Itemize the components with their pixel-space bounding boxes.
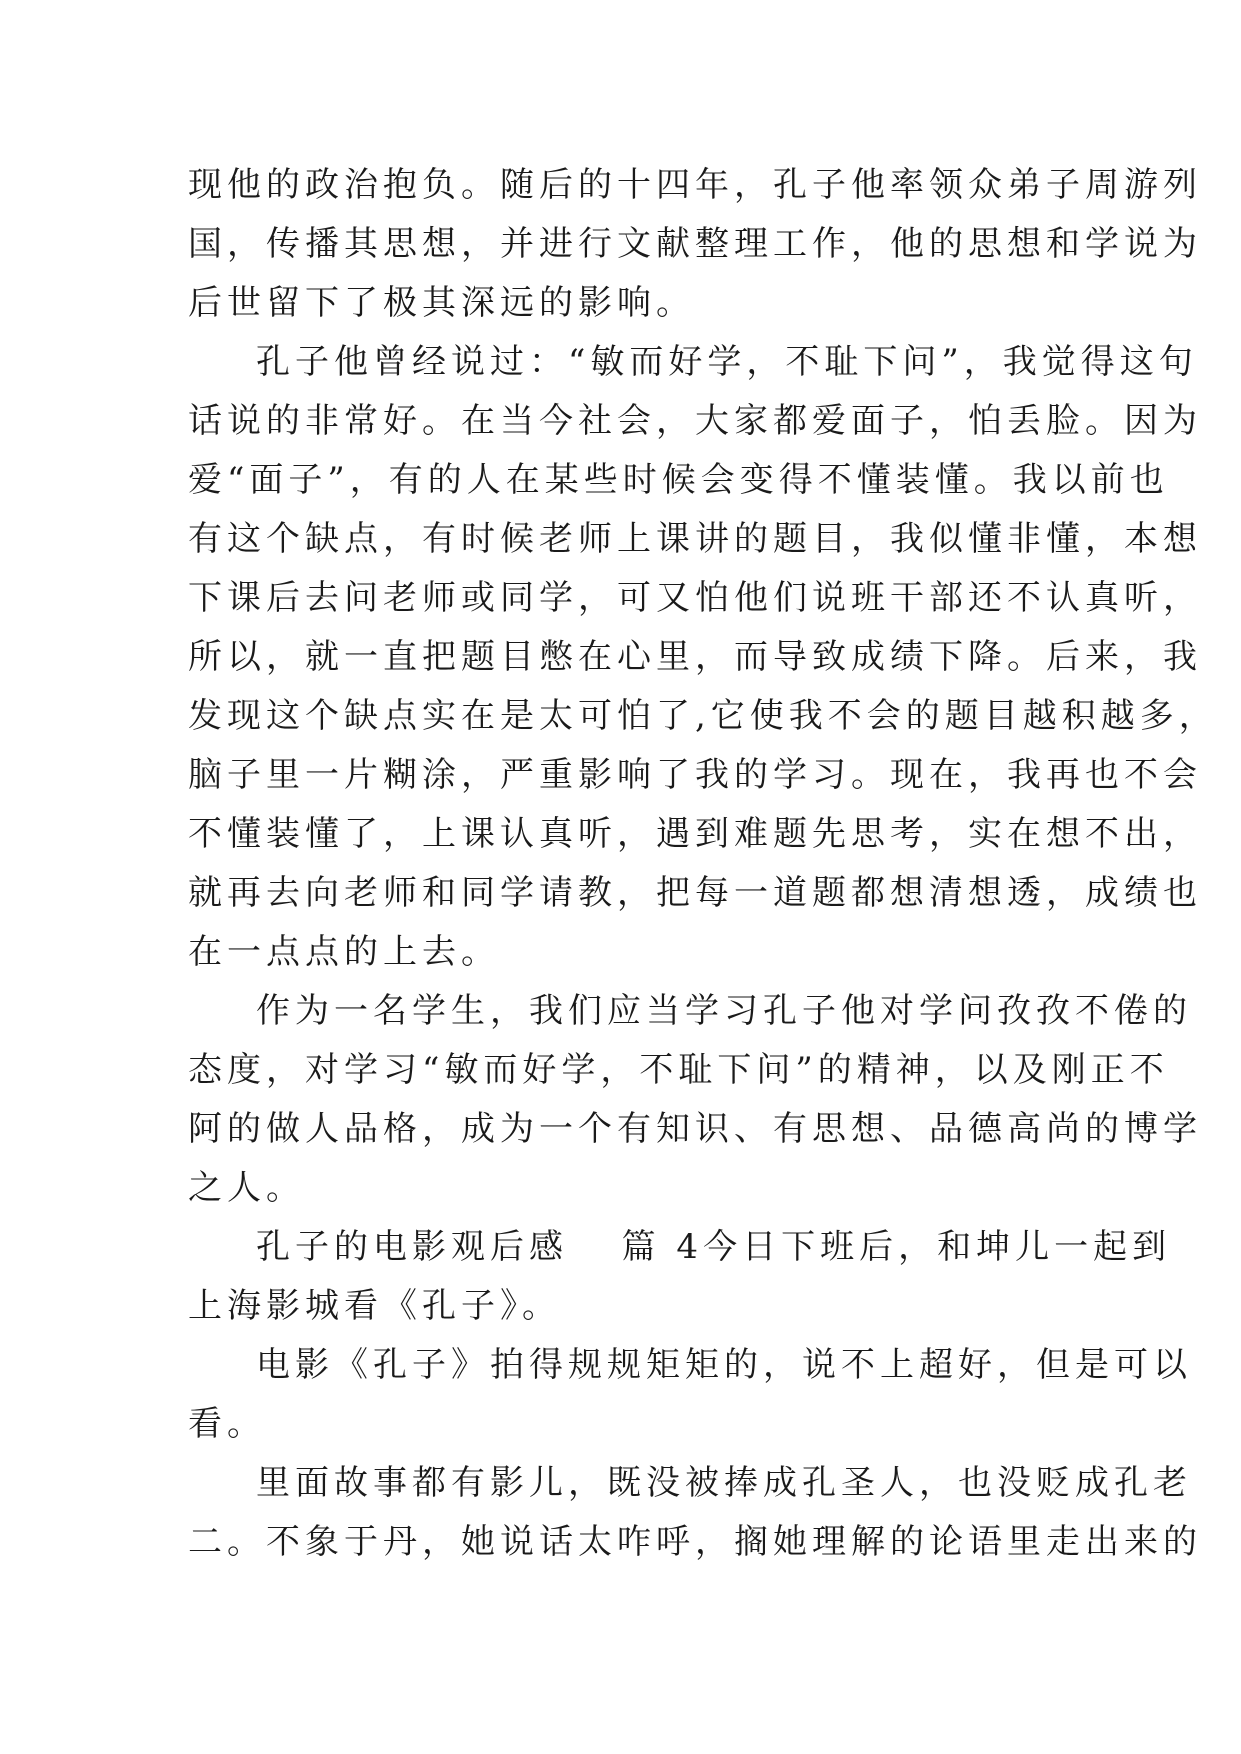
text-line: 发现这个缺点实在是太可怕了,它使我不会的题目越积越多， <box>188 696 1218 736</box>
section-number: 篇 4 <box>621 1227 704 1267</box>
document-body <box>188 156 1218 1572</box>
text-line: 脑子里一片糊涂，严重影响了我的学习。现在，我再也不会 <box>188 755 1202 795</box>
text-line: 二。不象于丹，她说话太咋呼，搁她理解的论语里走出来的 <box>188 1522 1202 1562</box>
section-title: 孔子的电影观后感 <box>256 1227 568 1267</box>
text-line: 国，传播其思想，并进行文献整理工作，他的思想和学说为 <box>188 224 1202 264</box>
section-heading-line <box>188 1218 1172 1277</box>
text-line: 所以，就一直把题目憋在心里，而导致成绩下降。后来，我 <box>188 637 1202 677</box>
text-line: 里面故事都有影儿，既没被捧成孔圣人，也没贬成孔老 <box>256 1463 1192 1503</box>
text-line: 看。 <box>188 1404 266 1444</box>
text-line: 阿的做人品格，成为一个有知识、有思想、品德高尚的博学 <box>188 1109 1202 1149</box>
text-line: 现他的政治抱负。随后的十四年，孔子他率领众弟子周游列 <box>188 165 1202 205</box>
text-line: 下课后去问老师或同学，可又怕他们说班干部还不认真听， <box>188 578 1202 618</box>
text-line: 后世留下了极其深远的影响。 <box>188 283 695 323</box>
text-line: 就再去向老师和同学请教，把每一道题都想清想透，成绩也 <box>188 873 1202 913</box>
text-line: 有这个缺点，有时候老师上课讲的题目，我似懂非懂，本想 <box>188 519 1202 559</box>
text-line: 作为一名学生，我们应当学习孔子他对学问孜孜不倦的 <box>256 991 1192 1031</box>
text-line: 不懂装懂了，上课认真听，遇到难题先思考，实在想不出， <box>188 814 1202 854</box>
text-line: 上海影城看《孔子》。 <box>188 1286 561 1326</box>
text-line: 之人。 <box>188 1168 305 1208</box>
text-line: 电影《孔子》拍得规规矩矩的，说不上超好，但是可以 <box>256 1345 1192 1385</box>
text-line: 话说的非常好。在当今社会，大家都爱面子，怕丢脸。因为 <box>188 401 1202 441</box>
text-line: 在一点点的上去。 <box>188 932 500 972</box>
section-lead-text: 今日下班后，和坤儿一起到 <box>703 1227 1172 1267</box>
text-line: 态度，对学习“敏而好学，不耻下问”的精神，以及刚正不 <box>188 1050 1169 1090</box>
text-line: 爱“面子”，有的人在某些时候会变得不懂装懂。我以前也 <box>188 460 1169 500</box>
text-line: 孔子他曾经说过：“敏而好学，不耻下问”，我觉得这句 <box>256 342 1198 382</box>
